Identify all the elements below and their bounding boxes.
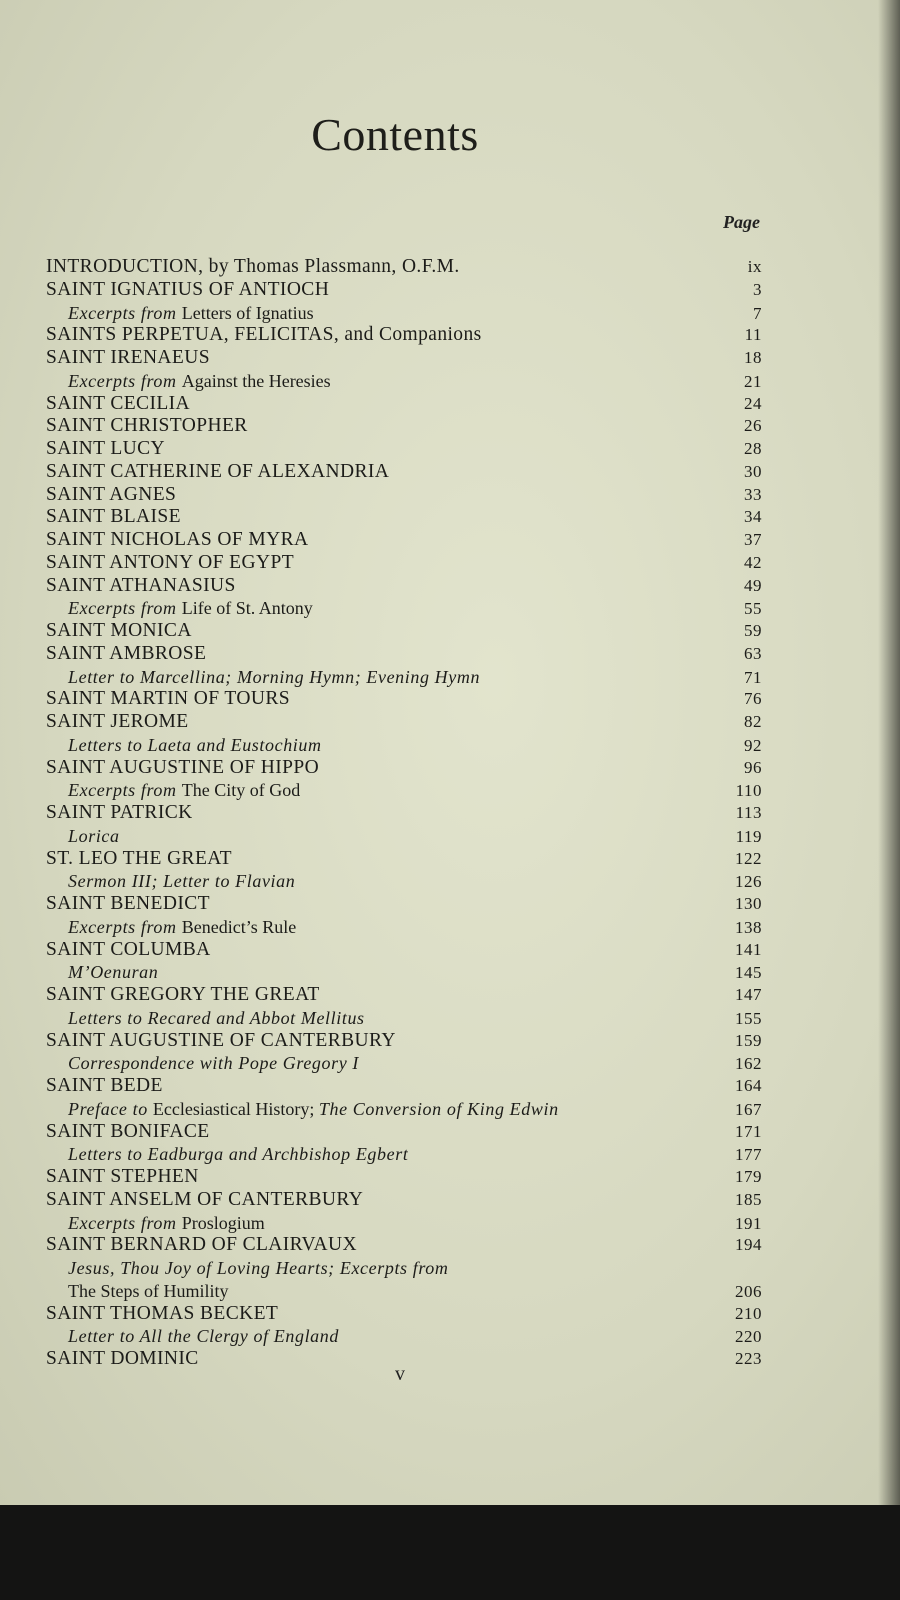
toc-entry: [46, 324, 762, 347]
toc-entry-title: [46, 1212, 265, 1235]
toc-entry-title: [46, 961, 158, 984]
toc-entry: [46, 643, 762, 666]
toc-entry: [46, 1280, 762, 1303]
toc-entry-title: [46, 870, 295, 893]
toc-entry: [46, 893, 762, 916]
toc-entry-title: [46, 643, 206, 666]
toc-entry-title-part: SAINT AUGUSTINE OF HIPPO: [46, 756, 320, 778]
toc-entry-page: 37: [744, 530, 762, 549]
toc-entry: [46, 984, 762, 1007]
toc-entry-page: 179: [735, 1167, 762, 1186]
toc-entry-title: [46, 324, 482, 347]
toc-entry: [46, 484, 762, 507]
toc-entry-title-part: Excerpts from: [68, 370, 182, 391]
toc-entry-title-part: SAINT CECILIA: [46, 392, 191, 414]
toc-entry-title-part: Lorica: [68, 825, 120, 846]
toc-entry: [46, 961, 762, 984]
toc-entry-page: 33: [744, 484, 762, 504]
toc-entry-title: [46, 506, 181, 529]
toc-entry-title: [46, 575, 236, 598]
toc-entry: [46, 779, 762, 802]
toc-entry-title-part: SAINT ANSELM OF CANTERBURY: [46, 1188, 364, 1210]
toc-entry: [46, 848, 762, 871]
toc-entry-title: [46, 711, 189, 734]
background-surface: [0, 1505, 900, 1600]
toc-entry-page: 194: [735, 1235, 762, 1255]
toc-entry-page: 76: [744, 689, 762, 709]
toc-entry-title: [46, 256, 460, 279]
toc-entry: [46, 939, 762, 962]
toc-entry-title-part: SAINT MONICA: [46, 620, 192, 641]
toc-entry: [46, 1166, 762, 1189]
toc-entry: [46, 711, 762, 734]
toc-entry-title: [46, 484, 176, 507]
toc-entry-title: [46, 1030, 396, 1053]
toc-entry-title: [46, 757, 319, 780]
toc-entry-title-part: SAINT STEPHEN: [46, 1166, 199, 1187]
toc-entry-title: [46, 939, 211, 962]
toc-entry: [46, 597, 762, 620]
toc-entry-page: 34: [744, 507, 762, 527]
toc-entry-title-part: SAINT IGNATIUS OF ANTIOCH: [46, 278, 330, 300]
page-column-label: Page: [723, 212, 760, 232]
toc-entry: [46, 438, 762, 461]
toc-entry-title-part: SAINT AMBROSE: [46, 642, 207, 664]
toc-entry: [46, 370, 762, 393]
toc-entry-page: 185: [735, 1189, 762, 1209]
toc-entry: [46, 1189, 762, 1212]
folio-number: v: [395, 1363, 405, 1385]
toc-entry-title-part: Correspondence with Pope Gregory I: [68, 1053, 360, 1074]
toc-entry: [46, 802, 762, 825]
toc-entry-title-part: SAINT GREGORY THE GREAT: [46, 984, 320, 1005]
toc-entry: [46, 870, 762, 893]
toc-entry: [46, 575, 762, 598]
toc-entry-title: [46, 1166, 199, 1189]
toc-entry: [46, 916, 762, 939]
toc-entry: [46, 1052, 762, 1075]
toc-entry-title: [46, 597, 313, 620]
toc-entry-title: [46, 848, 232, 871]
toc-entry-page: 159: [735, 1030, 762, 1050]
toc-entry: [46, 302, 762, 325]
toc-entry-title: [46, 1325, 339, 1348]
toc-entry-page: 155: [735, 1008, 762, 1028]
toc-entry-title: [46, 347, 210, 370]
toc-entry-page: 63: [744, 643, 762, 663]
toc-entry-title-part: SAINT BLAISE: [46, 506, 181, 528]
toc-entry-page: 162: [735, 1054, 762, 1074]
toc-entry-title-part: M’Oenuran: [68, 962, 159, 983]
toc-entry-title-part: SAINT DOMINIC: [46, 1348, 199, 1369]
toc-entry-page: 220: [735, 1327, 762, 1347]
toc-entry-title-part: The City of God: [181, 780, 301, 801]
toc-entry: [46, 279, 762, 302]
toc-entry-title-part: Excerpts from: [68, 1212, 182, 1233]
toc-entry-title-part: Jesus, Thou Joy of Loving Hearts; Excerpts from: [68, 1258, 449, 1278]
toc-entry-title-part: Excerpts from: [68, 302, 182, 323]
toc-entry-title: [46, 802, 193, 825]
toc-entry-title-part: SAINT AGNES: [46, 483, 177, 505]
toc-entry-page: 164: [735, 1076, 762, 1095]
toc-entry: [46, 1325, 762, 1348]
toc-entry-title-part: SAINT JEROME: [46, 711, 189, 732]
toc-entry-title: [46, 1121, 210, 1144]
toc-entry-title-part: Excerpts from: [68, 780, 182, 801]
toc-entry-title-part: SAINT NICHOLAS OF MYRA: [46, 529, 309, 550]
toc-entry-page: 59: [744, 621, 762, 640]
toc-entry-title: [46, 302, 314, 325]
toc-entry: [46, 415, 762, 438]
toc-entry-title-part: Letter to All the Clergy of England: [68, 1326, 339, 1347]
toc-entry-title: [46, 1075, 163, 1098]
toc-entry-title-part: Letters of Ignatius: [181, 302, 314, 323]
toc-entry-page: 55: [744, 599, 762, 619]
page-edge-shadow: [878, 0, 900, 1510]
toc-entry-title: [46, 438, 165, 461]
toc-entry-page: 30: [744, 461, 762, 481]
toc-entry: [46, 1212, 762, 1235]
toc-entry: [46, 1075, 762, 1098]
toc-entry-title: [46, 666, 480, 689]
toc-entry-title: [46, 916, 296, 939]
toc-entry-page: 7: [753, 303, 762, 323]
toc-entry-page: 126: [735, 872, 762, 892]
toc-entry-page: 82: [744, 712, 762, 731]
toc-entry-page: 71: [744, 667, 762, 687]
toc-entry-title-part: SAINT CATHERINE OF ALEXANDRIA: [46, 460, 390, 482]
toc-entry: [46, 688, 762, 711]
toc-entry: [46, 529, 762, 552]
toc-entry-title: [46, 1234, 357, 1257]
toc-entry-page: 119: [735, 826, 762, 846]
toc-entry-page: 122: [735, 848, 762, 868]
toc-entry-page: 145: [735, 963, 762, 983]
toc-entry-page: ix: [747, 257, 762, 276]
toc-entry-title-part: SAINT COLUMBA: [46, 938, 211, 960]
toc-entry: [46, 1121, 762, 1144]
toc-entry-title: [46, 620, 192, 643]
toc-entry-page: 11: [744, 325, 762, 345]
toc-entry-title: [46, 1280, 229, 1303]
toc-entry-page: 18: [744, 348, 762, 367]
toc-entry-page: 206: [735, 1281, 762, 1301]
toc-entry-title: [46, 279, 329, 302]
toc-entry-title-part: The Conversion of King Edwin: [318, 1098, 559, 1119]
toc-entry-title: [46, 779, 300, 802]
toc-entry-page: 3: [753, 279, 762, 299]
toc-entry-title-part: SAINT IRENAEUS: [46, 347, 210, 368]
toc-entry-page: 130: [735, 894, 762, 913]
toc-entry-page: 21: [744, 371, 762, 391]
toc-entry: [46, 1257, 762, 1280]
toc-entry-title: [46, 825, 120, 848]
toc-entry: [46, 666, 762, 689]
toc-entry-title-part: Proslogium: [181, 1212, 265, 1233]
toc-entry-title-part: Benedict’s Rule: [181, 916, 297, 937]
toc-entry-title: [46, 529, 309, 552]
toc-entry-title: [46, 461, 389, 484]
toc-entry: [46, 1234, 762, 1257]
toc-entry: [46, 256, 762, 279]
toc-entry-title-part: Letters to Eadburga and Archbishop Egbert: [68, 1144, 409, 1165]
toc-entry-title-part: Life of St. Antony: [181, 598, 313, 619]
toc-entry-page: 147: [735, 985, 762, 1004]
toc-entry-title-part: SAINT MARTIN OF TOURS: [46, 688, 290, 710]
toc-entry-page: 210: [735, 1303, 762, 1323]
toc-entry: [46, 1143, 762, 1166]
toc-entry-title-part: SAINT BENEDICT: [46, 893, 210, 914]
toc-entry-title-part: SAINT PATRICK: [46, 802, 193, 823]
toc-entry: [46, 1007, 762, 1030]
toc-entry: [46, 825, 762, 848]
toc-entry-title: [46, 893, 210, 916]
toc-entry-title-part: Excerpts from: [68, 598, 182, 619]
toc-entry: [46, 734, 762, 757]
toc-entry-title: [46, 552, 294, 575]
toc-entry-title: [46, 393, 190, 416]
toc-entry-page: 92: [744, 735, 762, 755]
toc-entry-title-part: SAINT LUCY: [46, 438, 166, 459]
toc-entry-title: [46, 1303, 278, 1326]
toc-entry-title-part: Letters to Laeta and Eustochium: [68, 734, 322, 755]
toc-entry-page: 28: [744, 439, 762, 458]
toc-entry-title-part: SAINT BONIFACE: [46, 1120, 210, 1142]
toc-entry-page: 167: [735, 1099, 762, 1119]
toc-entry-title: [46, 1052, 359, 1075]
toc-entry-title-part: Against the Heresies: [181, 370, 331, 391]
toc-entry-title-part: The Steps of Humility: [68, 1280, 229, 1301]
toc-entry-title-part: Sermon III; Letter to Flavian: [68, 871, 296, 892]
toc-entry-title-part: SAINT AUGUSTINE OF CANTERBURY: [46, 1029, 396, 1051]
toc-entry-page: 110: [735, 781, 762, 801]
toc-entry-title: [46, 1098, 559, 1121]
toc-entry-title-part: SAINT BEDE: [46, 1075, 163, 1096]
toc-entry-title-part: Preface to: [68, 1098, 153, 1119]
toc-entry-title-part: INTRODUCTION, by Thomas Plassmann, O.F.M.: [46, 256, 460, 277]
toc-entry-page: 42: [744, 552, 762, 572]
toc-entry-title: [46, 370, 331, 393]
toc-entry-title-part: Ecclesiastical History;: [152, 1098, 319, 1119]
toc-entry-title: [46, 1189, 363, 1212]
toc-entry: [46, 620, 762, 643]
toc-entry: [46, 1098, 762, 1121]
toc-entry: [46, 1030, 762, 1053]
toc-entry: [46, 1303, 762, 1326]
toc-entry-title: [46, 984, 320, 1007]
toc-entry: [46, 506, 762, 529]
toc-entry-title-part: Letters to Recared and Abbot Mellitus: [68, 1007, 365, 1028]
toc-entry-page: 171: [735, 1121, 762, 1141]
toc-entry-page: 113: [735, 803, 762, 822]
toc-entry-title-part: SAINT THOMAS BECKET: [46, 1302, 279, 1324]
toc-entry-page: 138: [735, 917, 762, 937]
toc-entry: [46, 347, 762, 370]
toc-entry-title-part: SAINT BERNARD OF CLAIRVAUX: [46, 1234, 357, 1256]
toc-entry-page: 49: [744, 575, 762, 595]
toc-entry-title: [46, 415, 248, 438]
toc-entry-title-part: Excerpts from: [68, 916, 182, 937]
toc-entry-title-part: ST. LEO THE GREAT: [46, 847, 232, 869]
toc-entry-title: [46, 1143, 408, 1166]
toc-entry-title: [46, 1007, 365, 1030]
toc-entry: [46, 757, 762, 780]
toc-entry-title-part: SAINT ATHANASIUS: [46, 574, 236, 596]
toc-entry: [46, 552, 762, 575]
toc-entry-title-part: SAINT CHRISTOPHER: [46, 415, 248, 437]
toc-entry-title-part: SAINT ANTONY OF EGYPT: [46, 551, 295, 573]
toc-entry-page: 26: [744, 416, 762, 436]
toc-entry-title: [46, 1257, 448, 1280]
toc-entry-page: 24: [744, 393, 762, 413]
toc-entry-title: [46, 688, 290, 711]
toc-entry-title: [46, 734, 322, 757]
toc-entry: [46, 393, 762, 416]
toc-entry-title-part: SAINTS PERPETUA, FELICITAS, and Companions: [46, 324, 482, 346]
toc-entry-page: 141: [735, 939, 762, 959]
toc-entry: [46, 461, 762, 484]
toc-entry-page: 96: [744, 757, 762, 777]
toc-entry-page: 223: [735, 1349, 762, 1368]
toc-entry-page: 177: [735, 1145, 762, 1165]
table-of-contents: [46, 256, 762, 1371]
page-title: Contents: [311, 109, 479, 160]
toc-entry-page: 191: [735, 1213, 762, 1233]
toc-entry-title-part: Letter to Marcellina; Morning Hymn; Evening Hymn: [68, 666, 481, 687]
